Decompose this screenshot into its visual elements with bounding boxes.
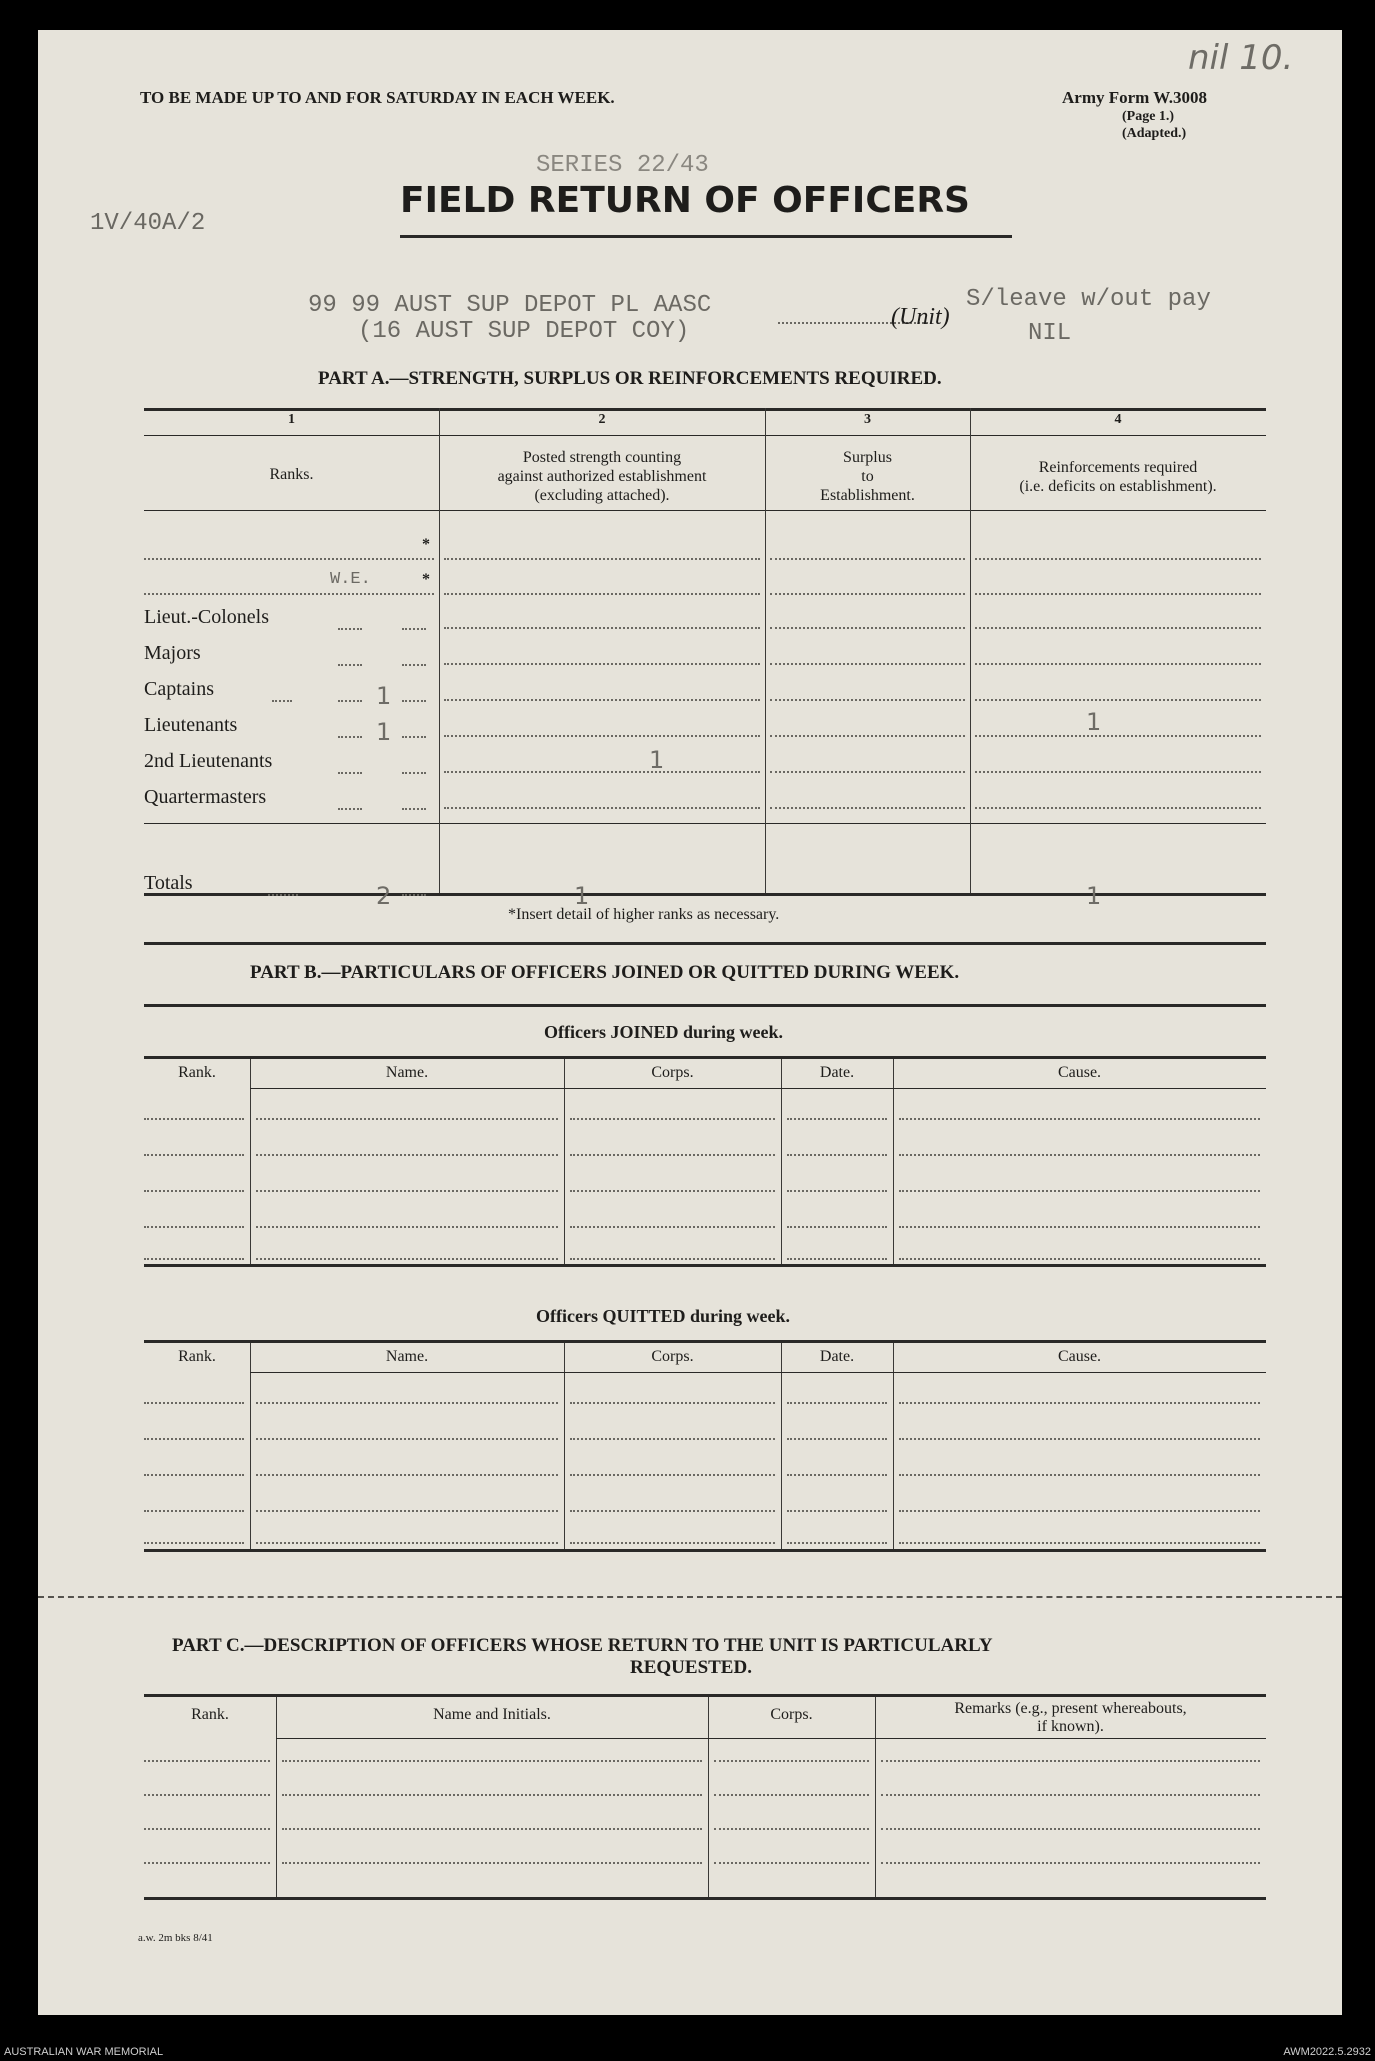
- totals-reinforcements-value: 1: [1086, 882, 1102, 910]
- part-c-col-name: Name and Initials.: [433, 1706, 551, 1723]
- totals-posted-value: 1: [574, 882, 590, 910]
- form-page: TO BE MADE UP TO AND FOR SATURDAY IN EACH WEEK. Army Form W.3008 (Page 1.) (Adapted.) nil 10. SERIES 22/43 FIELD RETURN OF OFFICERS 1V/40A/2 99 99 AUST SUP DEPOT PL AASC (16 AUST SUP DEPOT COY) (Unit) S/leave w/out pay NIL PART A.—STRENGTH, SURPLUS OR REINFORCEMENTS REQUIRED. 1 2 3 4 Ranks. Posted strength counting against authorized establishment (excluding attached). Surplus to Establishment. Reinforcements required (i.e. deficits on establishment). * * W.E. Lieut.-Colonels Majors Captains 1 Lieutenants 1 2nd Lieutenants Quartermasters 1 1 Totals 2 1 1 *Insert detail of higher ranks as necessary. PART B.—PARTICULARS OF OFFICERS JOINED OR QUITTED DURING WEEK. Officers JOINED during week. Rank. Name. Corps. Date. Cause. Officers QUITTED during week. Rank. Name. Corps. Date. Cause. PART C.—DESCRIPTION OF OFFICERS WHOSE RETURN TO THE UNIT IS PARTICULARLY REQUESTED. Rank. Name and Initials. Corps. Remarks (e.g., present whereabouts, if known). a.w. 2m bks 8/41: [38, 30, 1342, 2015]
- instruction-text: TO BE MADE UP TO AND FOR SATURDAY IN EACH WEEK.: [140, 88, 615, 107]
- archive-footer-right: AWM2022.5.2932: [1283, 2046, 1371, 2058]
- part-a-footnote: *Insert detail of higher ranks as necessary.: [508, 906, 780, 923]
- part-c-col-remarks: Remarks (e.g., present whereabouts, if known).: [954, 1700, 1187, 1735]
- quitted-col-cause: Cause.: [1057, 1348, 1102, 1365]
- col-number-4: 4: [1114, 412, 1122, 427]
- joined-col-date: Date.: [819, 1064, 855, 1081]
- lieutenants-posted-value: 1: [649, 746, 665, 774]
- totals-label: Totals: [144, 872, 193, 894]
- joined-col-corps: Corps.: [651, 1064, 694, 1081]
- form-title: FIELD RETURN OF OFFICERS: [400, 180, 970, 221]
- reinforcements-header: Reinforcements required (i.e. deficits on establishment).: [1019, 459, 1217, 495]
- rank-row-2nd-lieutenants: 2nd Lieutenants: [144, 750, 439, 782]
- we-entry: W.E.: [330, 570, 371, 589]
- joined-col-name: Name.: [385, 1064, 429, 1081]
- joined-title: Officers JOINED during week.: [544, 1022, 783, 1042]
- unit-label: (Unit): [891, 304, 950, 330]
- file-reference: 1V/40A/2: [90, 210, 206, 237]
- form-number: Army Form W.3008: [1062, 88, 1207, 107]
- col-number-3: 3: [864, 412, 871, 427]
- unit-name-line1: 99 99 AUST SUP DEPOT PL AASC: [308, 292, 712, 319]
- quitted-col-rank: Rank.: [178, 1348, 216, 1365]
- tear-off-line: [38, 1596, 1342, 1598]
- archive-footer-left: AUSTRALIAN WAR MEMORIAL: [4, 2046, 164, 2058]
- leave-value: NIL: [1028, 320, 1072, 347]
- title-underline: [400, 235, 1012, 238]
- rank-row-quartermasters: Quartermasters: [144, 786, 439, 818]
- quitted-col-name: Name.: [385, 1348, 429, 1365]
- adapted-note: (Adapted.): [1122, 126, 1187, 141]
- rank-row-lieut-colonels: Lieut.-Colonels: [144, 606, 439, 638]
- ranks-header: Ranks.: [269, 466, 314, 483]
- joined-col-cause: Cause.: [1057, 1064, 1102, 1081]
- part-c-heading: PART C.—DESCRIPTION OF OFFICERS WHOSE RETURN TO THE UNIT IS PARTICULARLY REQUESTED.: [172, 1635, 993, 1678]
- totals-ranks-value: 2: [376, 882, 392, 910]
- corner-handwritten-mark: nil 10.: [1188, 38, 1294, 78]
- joined-col-rank: Rank.: [178, 1064, 216, 1081]
- series-stamp: SERIES 22/43: [536, 152, 709, 179]
- rank-row-lieutenants: Lieutenants 1: [144, 714, 439, 746]
- col-number-1: 1: [288, 412, 295, 427]
- quitted-col-corps: Corps.: [651, 1348, 694, 1365]
- quitted-col-date: Date.: [819, 1348, 855, 1365]
- col-number-2: 2: [598, 412, 606, 427]
- leave-note: S/leave w/out pay: [966, 286, 1211, 313]
- page-number: (Page 1.): [1122, 109, 1175, 124]
- part-a-heading: PART A.—STRENGTH, SURPLUS OR REINFORCEMENTS REQUIRED.: [318, 368, 942, 389]
- captains-reinforcements-value: 1: [1086, 708, 1102, 736]
- part-c-col-corps: Corps.: [770, 1706, 813, 1723]
- quitted-title: Officers QUITTED during week.: [536, 1306, 790, 1326]
- surplus-header: Surplus to Establishment.: [820, 449, 915, 504]
- rank-row-majors: Majors: [144, 642, 439, 674]
- part-c-col-rank: Rank.: [191, 1706, 229, 1723]
- print-code: a.w. 2m bks 8/41: [138, 1932, 213, 1944]
- unit-name-line2: (16 AUST SUP DEPOT COY): [358, 318, 690, 345]
- posted-header: Posted strength counting against authorized establishment (excluding attached).: [497, 449, 707, 504]
- part-b-heading: PART B.—PARTICULARS OF OFFICERS JOINED OR QUITTED DURING WEEK.: [250, 962, 960, 983]
- rank-row-captains: Captains 1: [144, 678, 439, 710]
